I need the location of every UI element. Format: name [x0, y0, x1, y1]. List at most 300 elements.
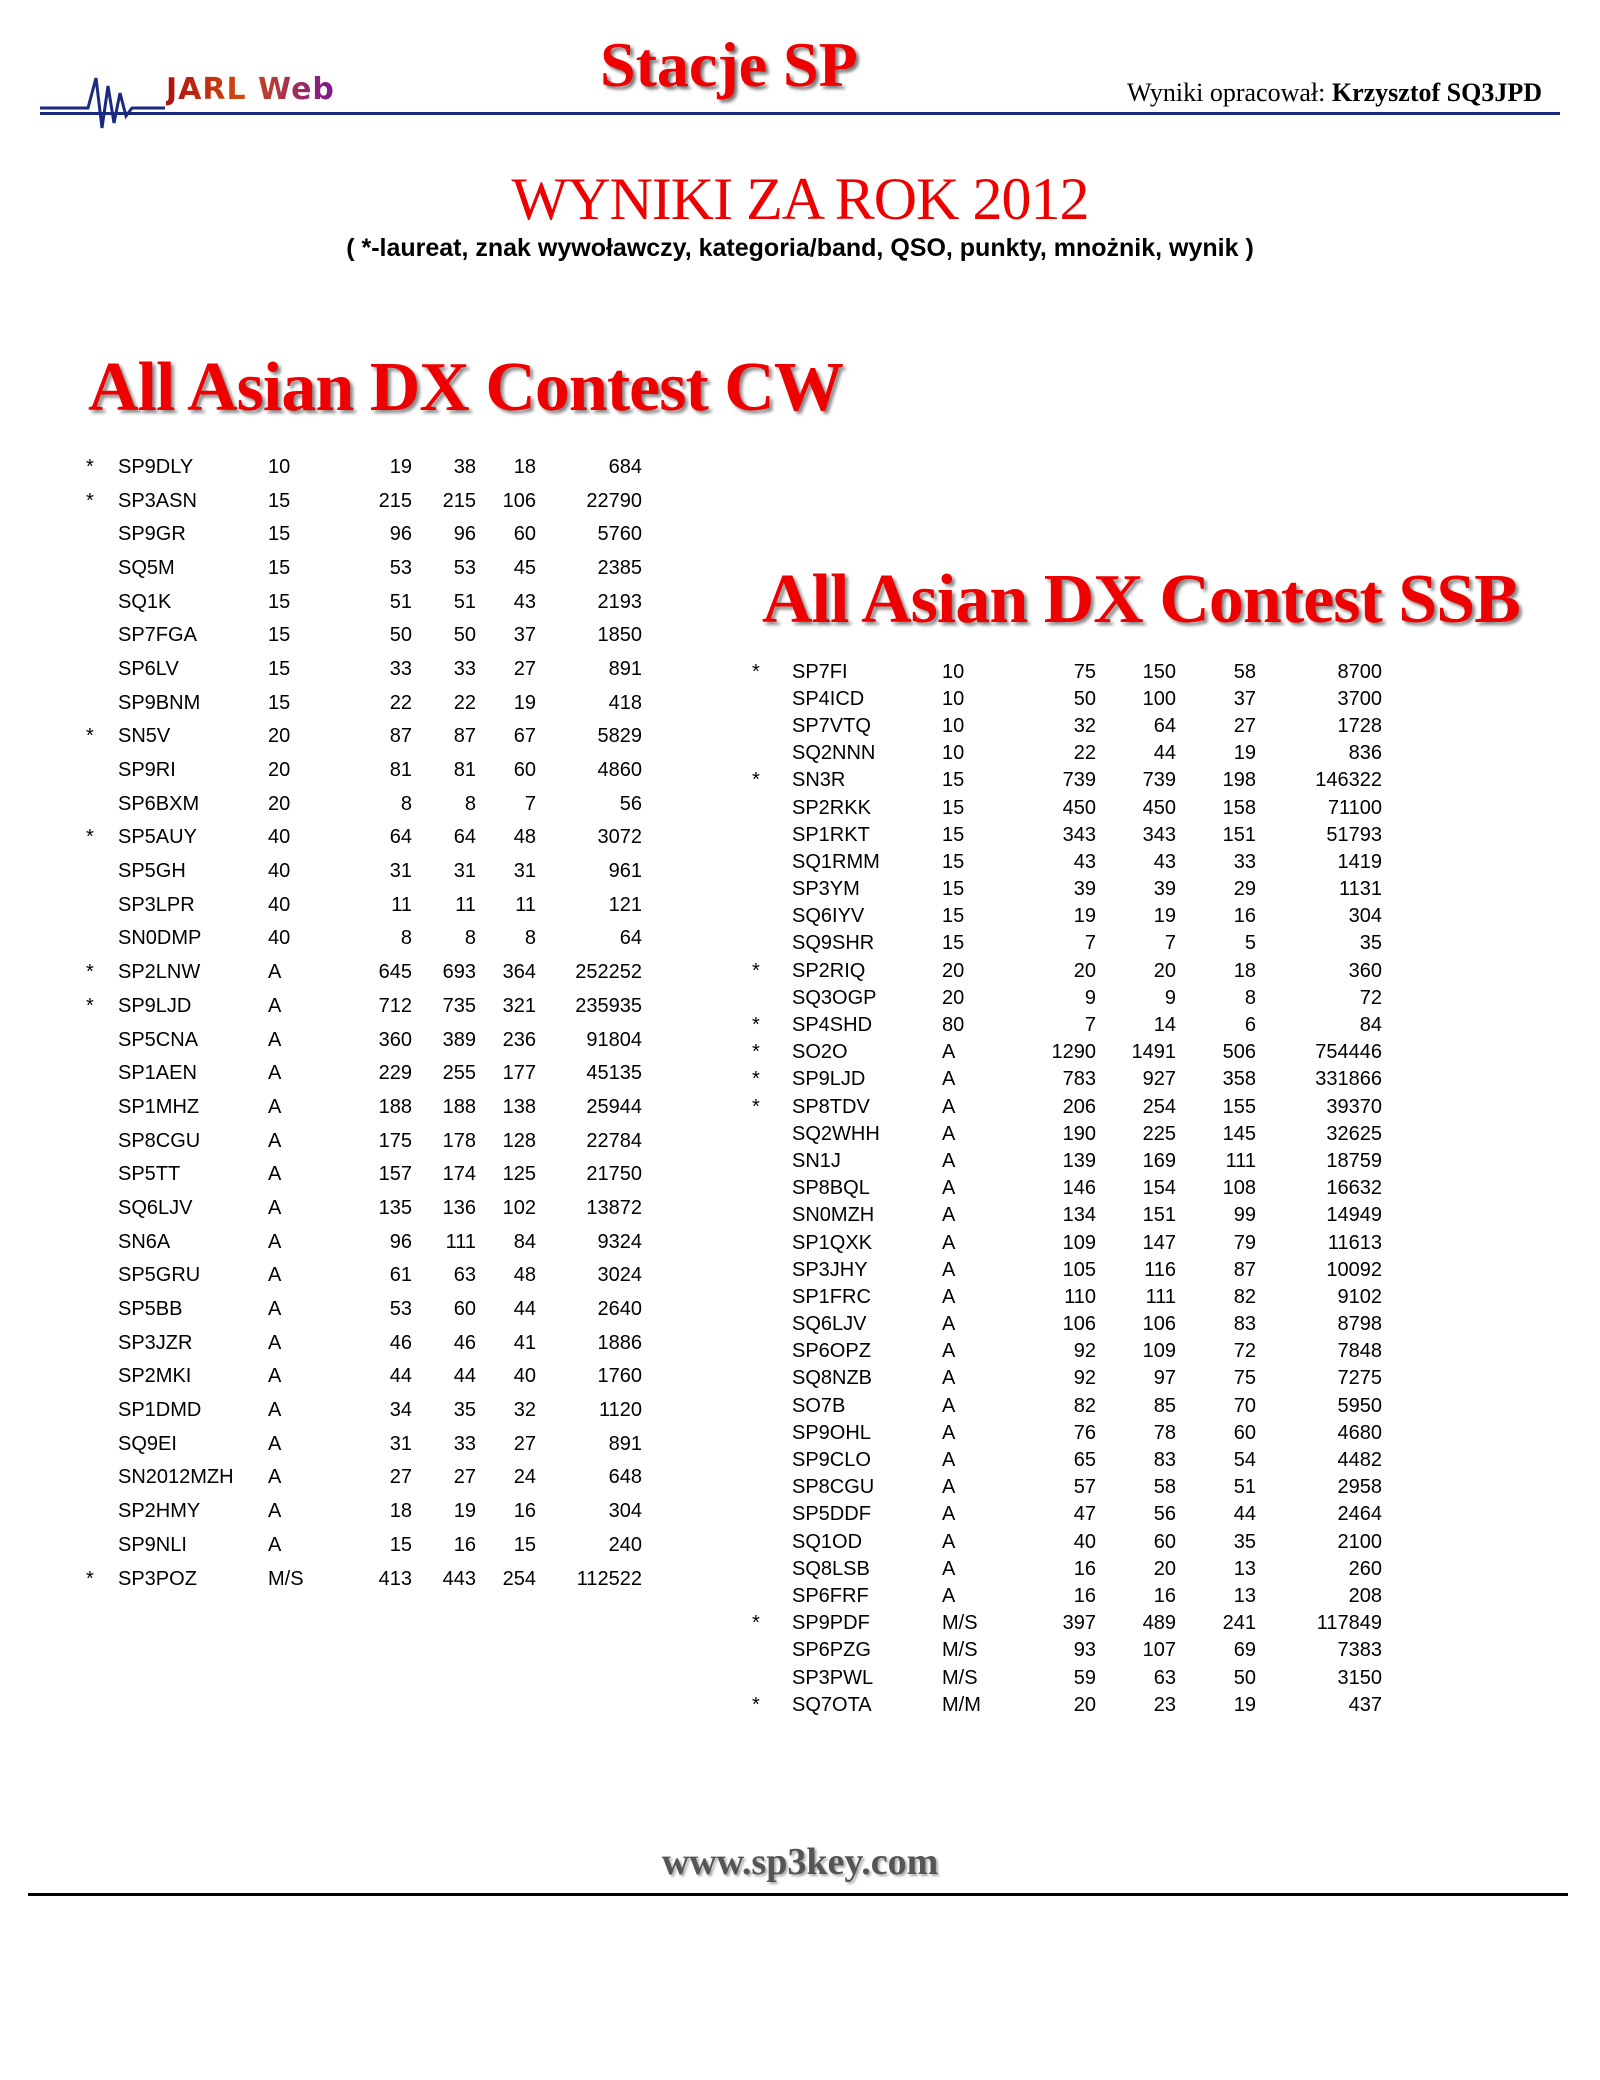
qso-count: 11 [391, 893, 412, 916]
table-row [86, 1124, 642, 1158]
table-row [752, 1637, 1382, 1664]
multiplier: 236 [502, 1028, 536, 1051]
points: 51 [453, 590, 476, 613]
score: 754446 [1315, 1041, 1382, 1064]
multiplier: 11 [515, 893, 536, 916]
laureate-mark: * [86, 826, 94, 849]
score: 1131 [1338, 878, 1382, 901]
laureate-mark [86, 1124, 118, 1158]
multiplier: 69 [1233, 1639, 1256, 1662]
multiplier: 106 [502, 489, 536, 512]
multiplier: 37 [513, 624, 536, 647]
qso-count: 96 [389, 1230, 412, 1253]
laureate-mark [752, 1147, 792, 1174]
multiplier: 48 [513, 826, 536, 849]
points: 927 [1142, 1068, 1176, 1091]
points: 693 [442, 961, 476, 984]
callsign: SP3YM [792, 878, 860, 901]
callsign: SP9BNM [118, 691, 201, 714]
score: 5950 [1337, 1394, 1382, 1417]
points: 85 [1153, 1394, 1176, 1417]
qso-count: 87 [389, 725, 412, 748]
laureate-mark [752, 876, 792, 903]
laureate-mark [86, 854, 118, 888]
callsign: SN2012MZH [118, 1466, 234, 1489]
score: 51793 [1326, 823, 1382, 846]
table-row [86, 652, 642, 686]
points: 174 [442, 1163, 476, 1186]
credit-label: Wyniki opracował: [1126, 78, 1326, 107]
qso-count: 190 [1062, 1122, 1096, 1145]
qso-count: 206 [1062, 1095, 1096, 1118]
points: 169 [1142, 1149, 1176, 1172]
qso-count: 31 [389, 860, 412, 883]
qso-count: 413 [378, 1567, 412, 1590]
callsign: SP1QXK [792, 1231, 873, 1254]
table-row [752, 1256, 1382, 1283]
qso-count: 47 [1073, 1503, 1096, 1526]
table-row [86, 1360, 642, 1394]
multiplier: 16 [1233, 905, 1256, 928]
multiplier: 177 [502, 1062, 536, 1085]
multiplier: 40 [513, 1365, 536, 1388]
multiplier: 51 [1233, 1476, 1256, 1499]
points: 39 [1153, 878, 1176, 901]
callsign: SP1RKT [792, 823, 870, 846]
category: 15 [942, 932, 965, 955]
category: 15 [942, 878, 965, 901]
qso-count: 739 [1062, 769, 1096, 792]
footer-url[interactable]: www.sp3key.com [661, 1841, 939, 1883]
table-row [86, 585, 642, 619]
score: 4680 [1337, 1421, 1382, 1444]
callsign: SN1J [792, 1149, 841, 1172]
laureate-mark [86, 1528, 118, 1562]
header-credit [1127, 78, 1542, 108]
qso-count: 82 [1073, 1394, 1096, 1417]
laureate-mark [752, 1474, 792, 1501]
table-row [86, 1427, 642, 1461]
score: 304 [608, 1500, 642, 1523]
multiplier: 19 [1233, 1693, 1256, 1716]
callsign: SN5V [118, 725, 171, 748]
points: 50 [453, 624, 476, 647]
points: 109 [1142, 1340, 1176, 1363]
qso-count: 92 [1073, 1340, 1096, 1363]
score: 7848 [1337, 1340, 1382, 1363]
laureate-mark: * [752, 959, 760, 982]
category: A [942, 1095, 956, 1118]
laureate-mark: * [86, 455, 94, 478]
callsign: SP9LJD [118, 994, 192, 1017]
points: 116 [1144, 1258, 1176, 1281]
points: 178 [442, 1129, 476, 1152]
table-row [752, 1283, 1382, 1310]
qso-count: 397 [1062, 1612, 1096, 1635]
points: 38 [453, 455, 476, 478]
multiplier: 506 [1222, 1041, 1256, 1064]
callsign: SP8CGU [118, 1129, 201, 1152]
multiplier: 79 [1233, 1231, 1256, 1254]
points: 43 [1153, 850, 1176, 873]
score: 14949 [1326, 1204, 1382, 1227]
laureate-mark [752, 821, 792, 848]
multiplier: 48 [513, 1264, 536, 1287]
callsign: SP7FI [792, 660, 848, 683]
laureate-mark [752, 1582, 792, 1609]
table-row [752, 794, 1382, 821]
points: 14 [1153, 1014, 1176, 1037]
laureate-mark [86, 686, 118, 720]
table-row [86, 618, 642, 652]
category: 20 [942, 959, 965, 982]
table-row [752, 1419, 1382, 1446]
qso-count: 229 [378, 1062, 412, 1085]
multiplier: 8 [524, 927, 536, 950]
table-row [86, 1259, 642, 1293]
multiplier: 70 [1233, 1394, 1256, 1417]
qso-count: 9 [1084, 986, 1096, 1009]
callsign: SP8CGU [792, 1476, 875, 1499]
score: 9324 [597, 1230, 642, 1253]
category: A [268, 1028, 282, 1051]
qso-count: 34 [389, 1399, 412, 1422]
callsign: SP5AUY [118, 826, 197, 849]
score: 3700 [1337, 687, 1382, 710]
callsign: SP1FRC [792, 1285, 871, 1308]
table-row [86, 1023, 642, 1057]
callsign: SQ1RMM [792, 850, 880, 873]
score: 260 [1348, 1557, 1382, 1580]
multiplier: 151 [1222, 823, 1256, 846]
qso-count: 19 [389, 455, 412, 478]
table-row [752, 957, 1382, 984]
points: 60 [453, 1298, 476, 1321]
callsign: SP9OHL [792, 1421, 871, 1444]
score: 1419 [1337, 850, 1382, 873]
callsign: SQ9EI [118, 1432, 177, 1455]
multiplier: 158 [1222, 796, 1256, 819]
callsign: SQ8NZB [792, 1367, 873, 1390]
category: A [268, 1196, 282, 1219]
laureate-mark [752, 1637, 792, 1664]
qso-count: 59 [1073, 1666, 1096, 1689]
multiplier: 60 [513, 759, 536, 782]
multiplier: 54 [1233, 1449, 1256, 1472]
points: 8 [464, 927, 476, 950]
table-row [752, 1392, 1382, 1419]
laureate-mark [86, 1023, 118, 1057]
score: 208 [1348, 1584, 1382, 1607]
laureate-mark [752, 1175, 792, 1202]
category: A [268, 1230, 282, 1253]
points: 16 [453, 1533, 476, 1556]
qso-count: 343 [1062, 823, 1096, 846]
qso-count: 175 [378, 1129, 412, 1152]
points: 20 [1153, 959, 1176, 982]
category: A [942, 1122, 956, 1145]
table-row [86, 484, 642, 518]
multiplier: 99 [1233, 1204, 1256, 1227]
callsign: SP8TDV [792, 1095, 870, 1118]
category: 15 [942, 796, 965, 819]
callsign: SN3R [792, 769, 846, 792]
table-row [86, 1292, 642, 1326]
category: A [942, 1367, 956, 1390]
callsign: SP2RKK [792, 796, 871, 819]
ssb-contest-title: All Asian DX Contest SSB [762, 561, 1520, 638]
multiplier: 16 [513, 1500, 536, 1523]
table-row [752, 1610, 1382, 1637]
qso-count: 15 [389, 1533, 412, 1556]
laureate-mark [752, 903, 792, 930]
category: A [268, 1298, 282, 1321]
table-row [752, 984, 1382, 1011]
points: 11 [455, 893, 476, 916]
multiplier: 45 [513, 556, 536, 579]
score: 8798 [1337, 1313, 1382, 1336]
footer-divider [28, 1893, 1568, 1896]
callsign: SP7VTQ [792, 714, 871, 737]
laureate-mark [752, 1555, 792, 1582]
category: A [942, 1557, 956, 1580]
laureate-mark [752, 712, 792, 739]
table-row [752, 1664, 1382, 1691]
callsign: SP2RIQ [792, 959, 866, 982]
points: 27 [453, 1466, 476, 1489]
score: 3024 [597, 1264, 642, 1287]
score: 240 [608, 1533, 642, 1556]
laureate-mark [86, 787, 118, 821]
score: 117849 [1316, 1612, 1382, 1635]
laureate-mark: * [86, 994, 94, 1017]
table-row [752, 1202, 1382, 1229]
table-row [86, 888, 642, 922]
points: 22 [453, 691, 476, 714]
callsign: SN0DMP [118, 927, 202, 950]
table-row [752, 1175, 1382, 1202]
multiplier: 13 [1233, 1584, 1256, 1607]
points: 64 [1153, 714, 1176, 737]
score: 2100 [1337, 1530, 1382, 1553]
table-row [752, 1039, 1382, 1066]
qso-count: 33 [389, 657, 412, 680]
category: 40 [268, 927, 291, 950]
table-row [86, 720, 642, 754]
score: 3150 [1337, 1666, 1382, 1689]
category: A [268, 1500, 282, 1523]
category: A [942, 1149, 956, 1172]
category: A [942, 1476, 956, 1499]
qso-count: 109 [1062, 1231, 1096, 1254]
category: 40 [268, 893, 291, 916]
multiplier: 82 [1233, 1285, 1256, 1308]
points: 19 [453, 1500, 476, 1523]
score: 235935 [575, 994, 642, 1017]
points: 106 [1142, 1313, 1176, 1336]
laureate-mark [86, 1427, 118, 1461]
score: 360 [1348, 959, 1382, 982]
category: 15 [942, 905, 965, 928]
table-row [86, 854, 642, 888]
points: 215 [442, 489, 476, 512]
table-row [752, 1446, 1382, 1473]
laureate-mark [752, 848, 792, 875]
points: 150 [1142, 660, 1176, 683]
category: M/S [268, 1567, 304, 1590]
multiplier: 87 [1233, 1258, 1256, 1281]
laureate-mark: * [752, 1095, 760, 1118]
multiplier: 18 [513, 455, 536, 478]
points: 9 [1164, 986, 1176, 1009]
table-row [752, 1011, 1382, 1038]
qso-count: 65 [1073, 1449, 1096, 1472]
laureate-mark: * [752, 1041, 760, 1064]
score: 45135 [586, 1062, 642, 1085]
callsign: SP1AEN [118, 1062, 197, 1085]
category: 20 [942, 986, 965, 1009]
laureate-mark [86, 551, 118, 585]
points: 44 [1153, 742, 1176, 765]
multiplier: 35 [1233, 1530, 1256, 1553]
category: M/S [942, 1639, 978, 1662]
callsign: SQ7OTA [792, 1693, 872, 1716]
laureate-mark [86, 1326, 118, 1360]
multiplier: 5 [1244, 932, 1256, 955]
table-row [752, 1229, 1382, 1256]
table-row [752, 1120, 1382, 1147]
multiplier: 27 [513, 1432, 536, 1455]
table-row [752, 1093, 1382, 1120]
multiplier: 125 [502, 1163, 536, 1186]
category: 10 [942, 742, 965, 765]
callsign: SP3PWL [792, 1666, 874, 1689]
callsign: SP5TT [118, 1163, 181, 1186]
category: 15 [942, 769, 965, 792]
table-row [752, 903, 1382, 930]
category: 40 [268, 826, 291, 849]
points: 100 [1142, 687, 1176, 710]
qso-count: 92 [1073, 1367, 1096, 1390]
multiplier: 50 [1233, 1666, 1256, 1689]
qso-count: 53 [389, 1298, 412, 1321]
multiplier: 254 [502, 1567, 536, 1590]
laureate-mark [752, 685, 792, 712]
laureate-mark [86, 1090, 118, 1124]
category: 40 [268, 860, 291, 883]
category: A [942, 1231, 956, 1254]
qso-count: 76 [1073, 1421, 1096, 1444]
score: 2464 [1337, 1503, 1382, 1526]
category: M/S [942, 1666, 978, 1689]
callsign: SP9LJD [792, 1068, 866, 1091]
multiplier: 6 [1244, 1014, 1256, 1037]
points: 154 [1142, 1177, 1176, 1200]
callsign: SP5BB [118, 1298, 183, 1321]
qso-count: 16 [1073, 1557, 1096, 1580]
callsign: SP3ASN [118, 489, 197, 512]
laureate-mark [752, 1120, 792, 1147]
callsign: SP3LPR [118, 893, 195, 916]
qso-count: 712 [378, 994, 412, 1017]
callsign: SP9PDF [792, 1612, 870, 1635]
laureate-mark [86, 922, 118, 956]
qso-count: 32 [1073, 714, 1096, 737]
qso-count: 7 [1084, 1014, 1096, 1037]
score: 16632 [1326, 1177, 1382, 1200]
laureate-mark [752, 1283, 792, 1310]
multiplier: 24 [513, 1466, 536, 1489]
points: 31 [453, 860, 476, 883]
category: 15 [942, 823, 965, 846]
table-row [86, 686, 642, 720]
score: 39370 [1326, 1095, 1382, 1118]
points: 8 [464, 792, 476, 815]
category: 15 [268, 556, 291, 579]
qso-count: 135 [378, 1196, 412, 1219]
points: 33 [453, 657, 476, 680]
multiplier: 37 [1233, 687, 1256, 710]
points: 46 [453, 1331, 476, 1354]
points: 56 [1153, 1503, 1176, 1526]
points: 151 [1142, 1204, 1176, 1227]
table-row [752, 740, 1382, 767]
callsign: SQ6LJV [792, 1313, 867, 1336]
category: M/S [942, 1612, 978, 1635]
laureate-mark [752, 1256, 792, 1283]
laureate-mark [752, 1528, 792, 1555]
callsign: SP8BQL [792, 1177, 870, 1200]
multiplier: 321 [502, 994, 536, 1017]
laureate-mark: * [86, 489, 94, 512]
callsign: SQ9SHR [792, 932, 875, 955]
points: 83 [1153, 1449, 1176, 1472]
score: 10092 [1326, 1258, 1382, 1281]
laureate-mark [86, 888, 118, 922]
points: 58 [1153, 1476, 1176, 1499]
score: 13872 [586, 1196, 642, 1219]
laureate-mark: * [752, 1612, 760, 1635]
multiplier: 41 [513, 1331, 536, 1354]
table-row [86, 989, 642, 1023]
points: 53 [453, 556, 476, 579]
category: A [942, 1394, 956, 1417]
laureate-mark [752, 740, 792, 767]
table-row [86, 1326, 642, 1360]
page-title: WYNIKI ZA ROK 2012 [511, 166, 1089, 232]
multiplier: 15 [513, 1533, 536, 1556]
laureate-mark [86, 1360, 118, 1394]
callsign: SQ1K [118, 590, 172, 613]
category: A [268, 1163, 282, 1186]
callsign: SP5GH [118, 860, 186, 883]
points: 254 [1142, 1095, 1176, 1118]
multiplier: 44 [1233, 1503, 1256, 1526]
category: A [942, 1584, 956, 1607]
category: A [268, 994, 282, 1017]
score: 32625 [1326, 1122, 1382, 1145]
multiplier: 29 [1233, 878, 1256, 901]
points: 33 [453, 1432, 476, 1455]
points: 136 [442, 1196, 476, 1219]
score: 4860 [597, 759, 642, 782]
multiplier: 18 [1233, 959, 1256, 982]
qso-count: 57 [1073, 1476, 1096, 1499]
points: 255 [442, 1062, 476, 1085]
qso-count: 783 [1062, 1068, 1096, 1091]
score: 21750 [586, 1163, 642, 1186]
qso-count: 50 [389, 624, 412, 647]
